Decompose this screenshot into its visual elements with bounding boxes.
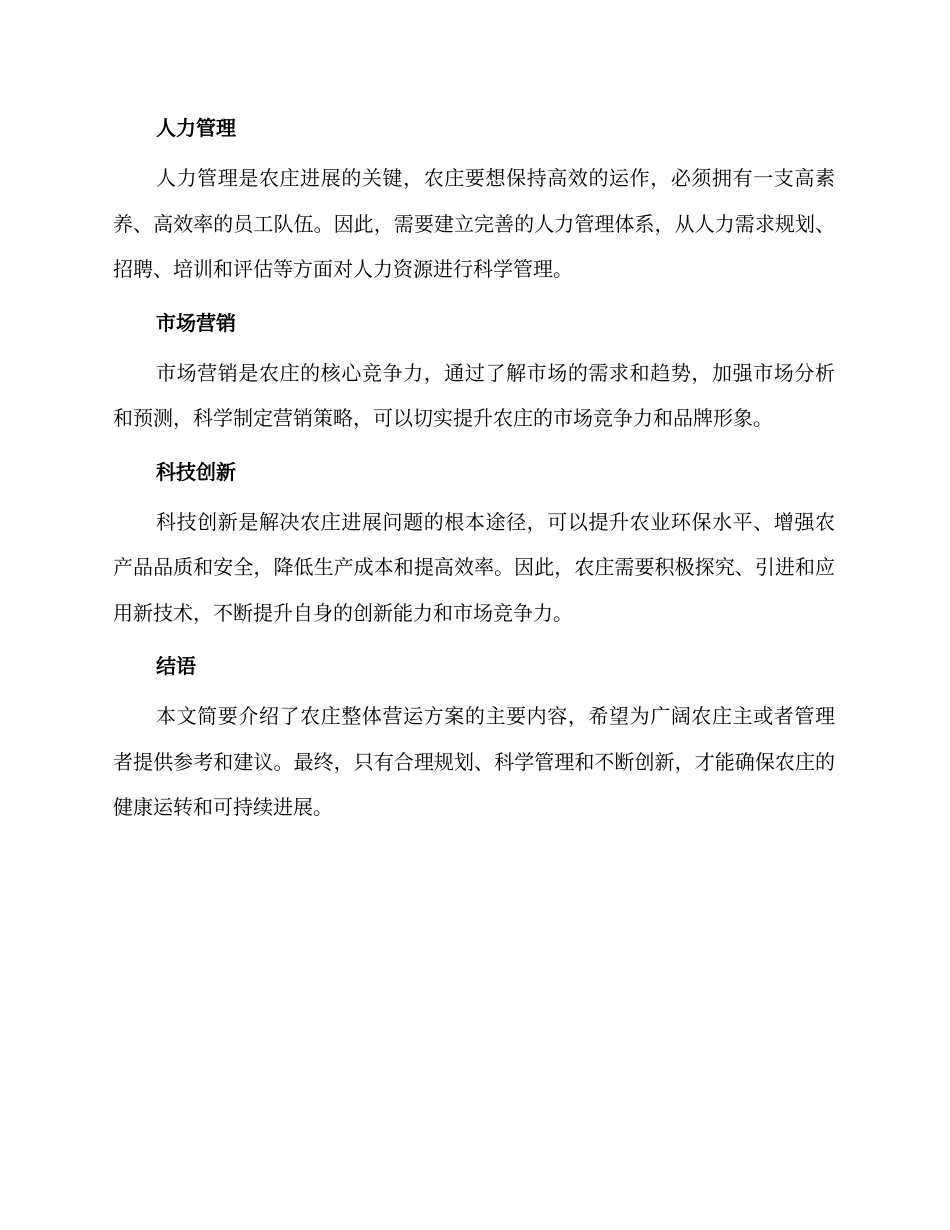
section-heading: 人力管理 — [156, 116, 236, 140]
section-paragraph: 人力管理是农庄进展的关键，农庄要想保持高效的运作，必须拥有一支高素养、高效率的员工队伍。因此，需要建立完善的人力管理体系，从人力需求规划、招聘、培训和评估等方面对人力资源进行科学管理。 — [113, 166, 835, 281]
section-hr-management — [113, 110, 835, 293]
section-heading: 市场营销 — [156, 310, 236, 335]
section-tech-innovation — [113, 454, 835, 637]
section-heading: 结语 — [156, 654, 196, 678]
section-paragraph: 科技创新是解决农庄进展问题的根本途径，可以提升农业环保水平、增强农产品品质和安全，降低生产成本和提高效率。因此，农庄需要积极探究、引进和应用新技术，不断提升自身的创新能力和市场竞争力。 — [113, 509, 835, 625]
section-heading: 科技创新 — [156, 459, 236, 484]
section-conclusion — [113, 648, 835, 831]
section-paragraph: 市场营销是农庄的核心竞争力，通过了解市场的需求和趋势，加强市场分析和预测，科学制定营销策略，可以切实提升农庄的市场竞争力和品牌形象。 — [113, 360, 835, 430]
section-paragraph: 本文简要介绍了农庄整体营运方案的主要内容，希望为广阔农庄主或者管理者提供参考和建议。最终，只有合理规划、科学管理和不断创新，才能确保农庄的健康运转和可持续进展。 — [113, 704, 835, 819]
section-marketing — [113, 305, 835, 442]
